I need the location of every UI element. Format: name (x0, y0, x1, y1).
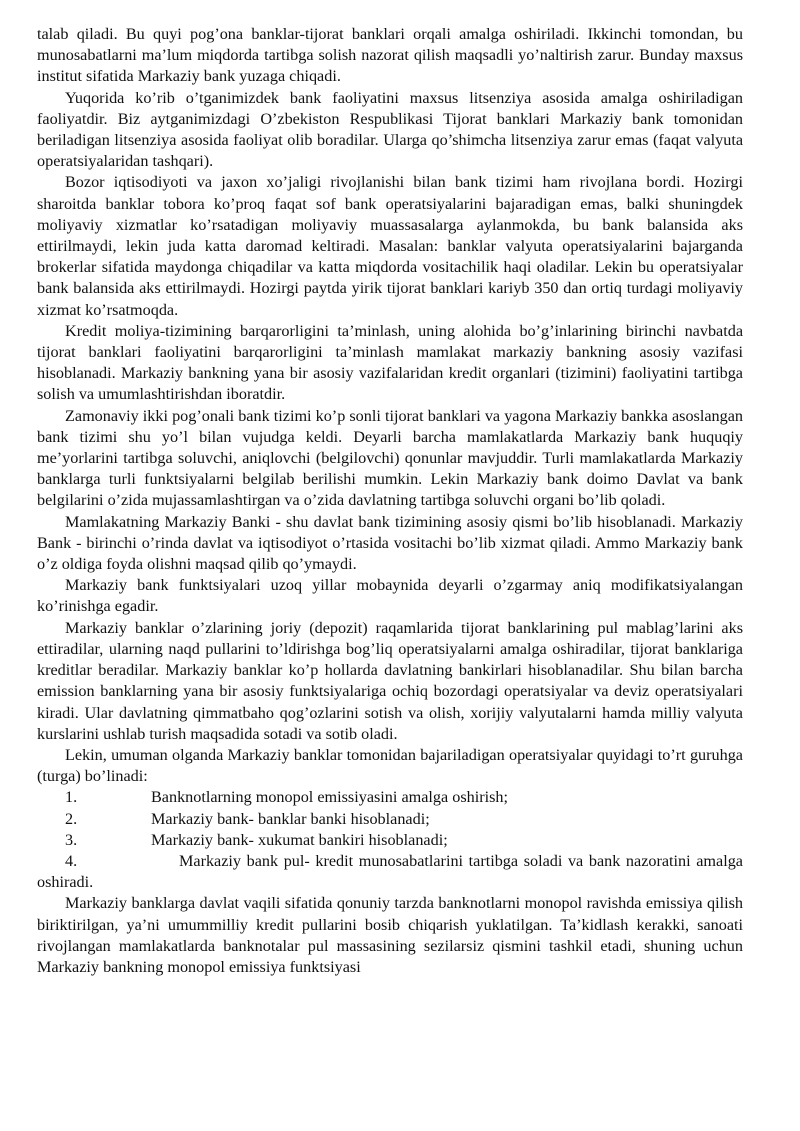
list-item-text: Markaziy bank- banklar banki hisoblanadi; (151, 809, 430, 828)
list-item-text: Markaziy bank- xukumat bankiri hisoblanadi; (151, 830, 448, 849)
list-item-number: 2. (65, 809, 78, 828)
paragraph-continued: talab qiladi. Bu quyi pog’ona banklar-tijorat banklari orqali amalga oshiriladi. Ikkinchi tomondan, bu munosabatlarni ma’lum miqdorda tartibga solish nazorat qilish maqsadli yo’naltirish zarur. Bunday maxsus institut sifatida Markaziy bank yuzaga chiqadi. (37, 25, 743, 86)
list-item (37, 851, 743, 893)
paragraph: Markaziy bank funktsiyalari uzoq yillar mobaynida deyarli o’zgarmay aniq modifikatsiyalangan ko’rinishga egadir. (37, 576, 743, 616)
paragraph: Markaziy banklarga davlat vaqili sifatida qonuniy tarzda banknotlarni monopol ravishda emissiya qilish biriktirilgan, ya’ni umummilliy kredit pullarini bosib chiqarish yuklatilgan. Ta’kidlash kerakki, sanoati rivojlangan mamlakatlarda banknotalar pul massasining sezilarsiz qismini tashkil etadi, shuning uchun Markaziy bankning monopol emissiya funktsiyasi (37, 894, 743, 976)
paragraph: Zamonaviy ikki pog’onali bank tizimi ko’p sonli tijorat banklari va yagona Markaziy bankka asoslangan bank tizimi shu yo’l bilan vujudga keldi. Deyarli barcha mamlakatlarda Markaziy bank huquqiy me’yorlarini tartibga soluvchi, aniqlovchi (belgilovchi) qonunlar mavjuddir. Turli mamlakatlarda Markaziy banklarga turli funktsiyalarni belgilab berilishi mumkin. Lekin Markaziy bank doimo Davlat va bank belgilarini o’zida mujassamlashtirgan va o’zida davlatning tartibga soluvchi organi bo’lib qoladi. (37, 406, 743, 510)
paragraph: Yuqorida ko’rib o’tganimizdek bank faoliyatini maxsus litsenziya asosida amalga oshiriladigan faoliyatdir. Biz aytganimizdagi O’zbekiston Respublikasi Tijorat banklari Markaziy bank tomonidan beriladigan litsenziya asosida faoliyat olib boradilar. Ularga qo’shimcha litsenziya zarur emas (faqat valyuta operatsiyalaridan tashqari). (37, 88, 743, 171)
list-item-text: Markaziy bank pul- kredit munosabatlarini tartibga soladi va bank nazoratini amalga oshiradi. (37, 851, 743, 892)
paragraph: Markaziy banklar o’zlarining joriy (depozit) raqamlarida tijorat banklarining pul mablag’larini aks ettiradilar, ularning naqd pullarini to’ldirishga bog’liq operatsiyalarni amalga oshiradilar, tijorat banklariga kreditlar beradilar. Markaziy banklar ko’p hollarda davlatning bankirlari hisoblanadilar. Shu bilan barcha emission banklarning yana bir asosiy funktsiyalariga ochiq bozordagi operatsiyalar va deviz operatsiyalari kiradi. Ular davlatning qimmatbaho qog’ozlarini sotish va olish, xorijiy valyutalarni hamda milliy valyuta kurslarini ushlab turish maqsadida sotadi va sotib oladi. (37, 618, 743, 743)
paragraph: Mamlakatning Markaziy Banki - shu davlat bank tizimining asosiy qismi bo’lib hisoblanadi. Markaziy Bank - birinchi o’rinda davlat va iqtisodiyot o’rtasida vositachi bo’lib xizmat qiladi. Ammo Markaziy bank o’z oldiga foyda olishni maqsad qilib qo’ymaydi. (37, 512, 743, 574)
operations-list (37, 787, 743, 893)
list-item (37, 809, 743, 830)
list-item-number: 4. (65, 851, 78, 870)
list-item-text: Banknotlarning monopol emissiyasini amalga oshirish; (151, 788, 508, 807)
paragraph: Bozor iqtisodiyoti va jaxon xo’jaligi rivojlanishi bilan bank tizimi ham rivojlana bordi. Hozirgi sharoitda banklar tobora ko’proq faqat sof bank operatsiyalarini bajaradigan emas, balki shuningdek moliyaviy xizmatlar ko’rsatadigan moliyaviy muassasalarga aylanmokda, bu bank balansida aks ettirilmaydi, lekin juda katta daromad keltiradi. Masalan: banklar valyuta operatsiyalarini bajarganda brokerlar sifatida maydonga chiqadilar va katta miqdorda vositachilik haqi oladilar. Lekin bu operatsiyalar bank balansida aks ettirilmaydi. Hozirgi paytda yirik tijorat banklari kariyb 350 dan ortiq turdagi moliyaviy xizmat ko’rsatmoqda. (37, 173, 743, 319)
paragraph: Kredit moliya-tizimining barqarorligini ta’minlash, uning alohida bo’g’inlarining birinchi navbatda tijorat banklari faoliyatini barqarorligini ta’minlash mamlakat markaziy bankning asosiy vazifasi hisoblanadi. Markaziy bankning yana bir asosiy vazifalaridan kredit organlari (tizimini) faoliyatini tartibga solish va umumlashtirishdan iboratdir. (37, 321, 743, 404)
list-item (37, 830, 743, 851)
list-item (37, 787, 743, 808)
list-item-number: 1. (65, 788, 78, 807)
list-item-number: 3. (65, 830, 78, 849)
paragraph: Lekin, umuman olganda Markaziy banklar tomonidan bajariladigan operatsiyalar quyidagi to’rt guruhga (turga) bo’linadi: (37, 745, 743, 786)
